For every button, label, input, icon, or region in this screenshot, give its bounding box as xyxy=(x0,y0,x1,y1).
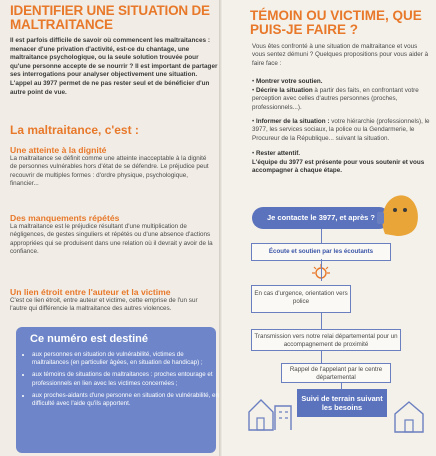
support-flow-diagram xyxy=(221,190,436,456)
section-title-lien: Un lien étroit entre l'auteur et la victime xyxy=(10,287,171,297)
section-title-manquements: Des manquements répétés xyxy=(10,213,120,223)
flow-step-relai: Transmission vers notre relai départemental pour un accompagnement de proximité xyxy=(251,329,401,351)
list-item: • aux témoins de situations de maltraitances : proches entourage et professionnels en lien avec les victimes concernées ; xyxy=(32,371,220,387)
flow-start: Je contacte le 3977, et après ? xyxy=(252,207,390,229)
advice-item: • Informer de la situation : votre hiérarchie (professionnels), le 3977, les services sociaux, la police ou la Gendarmerie, le Procureur de la République... suivant la situation. xyxy=(252,118,430,142)
house-icon xyxy=(391,396,427,434)
target-audience-box xyxy=(16,327,219,453)
left-title: IDENTIFIER UNE SITUATION DE MALTRAITANCE xyxy=(10,3,210,32)
advice-item: • Rester attentif. xyxy=(252,150,301,157)
flow-arrow xyxy=(321,313,322,329)
houses-icon xyxy=(245,386,297,432)
list-item: • aux proches-aidants d'une personne en situation de vulnérabilité, en difficulté avec l'aide qu'ils apportent. xyxy=(32,392,220,408)
flow-step-ecoute: Écoute et soutien par les écoutants xyxy=(251,243,391,261)
flow-end: Suivi de terrain suivant les besoins xyxy=(297,389,387,417)
section-text-manquements: La maltraitance est le préjudice résultant d'une multiplication de négligences, de gestes singuliers et répétés ou d'une absence d'actions appropriées qui se produisent dans une relation où il devrait y avoir de la confiance. xyxy=(10,223,213,256)
flow-step-urgence: En cas d'urgence, orientation vers police xyxy=(251,285,351,313)
left-intro: Il est parfois difficile de savoir où commencent les maltraitances : menacer d'une privation d'activité, est-ce du chantage, une maltraitance psychologique, ou la seule solution trouvée pour qu'une personne accepte de se nourrir ? Il est important de partager ses interrogations pour analyser objectivement une situation. L'appel au 3977 permet de ne pas rester seul et de bénéficier d'un autre point de vue. xyxy=(10,37,218,96)
advice-strong: Rester attentif. xyxy=(255,150,301,157)
right-closing: L'équipe du 3977 est présente pour vous soutenir et vous accompagner à chaque étape. xyxy=(252,159,425,175)
list-item: • aux personnes en situation de vulnérabilité, victimes de maltraitances (en particulier âgées, en situation de handicap) ; xyxy=(32,351,220,367)
target-audience-title: Ce numéro est destiné xyxy=(30,333,148,345)
right-intro: Vous êtes confronté à une situation de maltraitance et vous vous sentez démuni ? Quelques propositions pour vous aider à faire face : xyxy=(252,43,429,67)
advice-strong: Montrer votre soutien. xyxy=(255,78,323,85)
section-title-dignite: Une atteinte à la dignité xyxy=(10,145,107,155)
section-text-dignite: La maltraitance se définit comme une atteinte inacceptable à la dignité de personnes vulnérables hors d'état de se défendre. Le préjudice peut recouvrir de multiples formes : d'ordre physique, psychologique, financier... xyxy=(10,155,209,188)
advice-item: • Montrer votre soutien. xyxy=(252,78,323,85)
advice-item: • Décrire la situation à partir des faits, en confrontant votre perception avec celles d'autres personnes (proches, professionnels...). xyxy=(252,87,419,111)
right-title: TÉMOIN OU VICTIME, QUE PUIS-JE FAIRE ? xyxy=(250,8,422,37)
maltraitance-heading: La maltraitance, c'est : xyxy=(10,123,139,137)
flow-arrow xyxy=(321,229,322,243)
flow-arrow xyxy=(321,259,322,281)
advice-strong: Décrire la situation xyxy=(255,87,313,94)
flow-step-rappel: Rappel de l'appelant par le centre départemental xyxy=(281,363,391,383)
target-audience-list xyxy=(22,351,220,412)
mascot-icon xyxy=(371,190,431,238)
section-text-lien: C'est ce lien étroit, entre auteur et victime, cette emprise de l'un sur l'autre qui différencie la maltraitance des autres violences. xyxy=(10,297,198,313)
flow-arrow xyxy=(321,351,322,363)
advice-strong: Informer de la situation : xyxy=(255,118,330,125)
